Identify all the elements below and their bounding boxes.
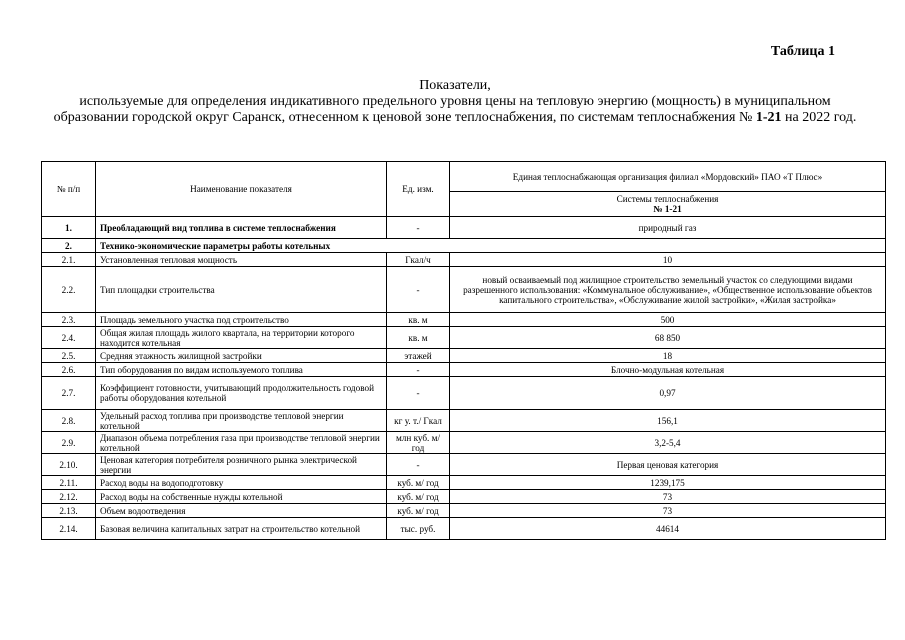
indicator-name: Расход воды на собственные нужды котельной — [96, 490, 387, 504]
indicator-unit: - — [387, 217, 450, 239]
table-row — [42, 267, 886, 313]
row-number: 2.11. — [42, 476, 96, 490]
row-number: 2.13. — [42, 504, 96, 518]
indicator-unit: куб. м/ год — [387, 476, 450, 490]
row-number: 2.10. — [42, 454, 96, 476]
indicator-name: Диапазон объема потребления газа при производстве тепловой энергии котельной — [96, 432, 387, 454]
indicator-unit: тыс. руб. — [387, 518, 450, 540]
heading-description — [40, 94, 870, 126]
section-title: Технико-экономические параметры работы котельных — [96, 239, 886, 253]
document-heading — [40, 78, 870, 126]
indicator-value: 73 — [450, 490, 886, 504]
row-number: 2.1. — [42, 253, 96, 267]
indicator-value: 500 — [450, 313, 886, 327]
table-row — [42, 377, 886, 410]
header-row — [42, 162, 886, 192]
indicator-value: новый осваиваемый под жилищное строительство земельный участок со следующими видами разрешенного использования: «Коммунальное обслуживание», «Общественное использование объектов капитального строительства», «Обслуживание жилой застройки», «Жилая застройка» — [450, 267, 886, 313]
indicator-name: Преобладающий вид топлива в системе теплоснабжения — [96, 217, 387, 239]
indicator-value: Первая ценовая категория — [450, 454, 886, 476]
indicator-name: Тип оборудования по видам используемого топлива — [96, 363, 387, 377]
header-systems-number: № 1-21 — [653, 204, 682, 214]
table-row — [42, 217, 886, 239]
header-unit: Ед. изм. — [387, 162, 450, 217]
table-row — [42, 410, 886, 432]
indicator-name: Средняя этажность жилищной застройки — [96, 349, 387, 363]
indicator-unit: этажей — [387, 349, 450, 363]
indicator-value: 44614 — [450, 518, 886, 540]
row-number: 2.4. — [42, 327, 96, 349]
indicator-value: 68 850 — [450, 327, 886, 349]
indicator-unit: млн куб. м/год — [387, 432, 450, 454]
heading-systems-number: 1-21 — [755, 110, 782, 125]
row-number: 2.6. — [42, 363, 96, 377]
indicator-unit: кв. м — [387, 313, 450, 327]
row-number: 2.12. — [42, 490, 96, 504]
table-row — [42, 476, 886, 490]
indicator-name: Расход воды на водоподготовку — [96, 476, 387, 490]
indicator-value: 3,2-5,4 — [450, 432, 886, 454]
indicator-unit: - — [387, 454, 450, 476]
row-number: 2.5. — [42, 349, 96, 363]
indicator-unit: - — [387, 363, 450, 377]
row-number: 2.8. — [42, 410, 96, 432]
header-name: Наименование показателя — [96, 162, 387, 217]
row-number: 2. — [42, 239, 96, 253]
indicator-value: 156,1 — [450, 410, 886, 432]
table-row — [42, 327, 886, 349]
table-row — [42, 253, 886, 267]
indicator-unit: куб. м/ год — [387, 490, 450, 504]
table-row — [42, 490, 886, 504]
indicator-name: Объем водоотведения — [96, 504, 387, 518]
indicator-name: Ценовая категория потребителя розничного рынка электрической энергии — [96, 454, 387, 476]
table-row — [42, 518, 886, 540]
indicator-value: 1239,175 — [450, 476, 886, 490]
indicator-value: природный газ — [450, 217, 886, 239]
row-number: 2.9. — [42, 432, 96, 454]
indicators-table — [41, 161, 886, 540]
header-systems-label: Системы теплоснабжения — [616, 194, 719, 204]
heading-title: Показатели, — [419, 78, 491, 93]
indicator-name: Площадь земельного участка под строительство — [96, 313, 387, 327]
table-row — [42, 349, 886, 363]
table-row — [42, 432, 886, 454]
indicator-value: Блочно-модульная котельная — [450, 363, 886, 377]
indicator-value: 10 — [450, 253, 886, 267]
indicator-value: 0,97 — [450, 377, 886, 410]
indicator-unit: куб. м/ год — [387, 504, 450, 518]
indicator-unit: кв. м — [387, 327, 450, 349]
row-number: 2.7. — [42, 377, 96, 410]
indicator-name: Общая жилая площадь жилого квартала, на территории которого находится котельная — [96, 327, 387, 349]
indicator-name: Установленная тепловая мощность — [96, 253, 387, 267]
indicator-unit: - — [387, 377, 450, 410]
indicator-value: 18 — [450, 349, 886, 363]
row-number: 1. — [42, 217, 96, 239]
indicator-unit: кг у. т./ Гкал — [387, 410, 450, 432]
table-row — [42, 363, 886, 377]
header-org: Единая теплоснабжающая организация филиал «Мордовский» ПАО «Т Плюс» — [450, 162, 886, 192]
table-row — [42, 313, 886, 327]
row-number: 2.2. — [42, 267, 96, 313]
indicator-unit: - — [387, 267, 450, 313]
header-num: № п/п — [42, 162, 96, 217]
indicator-value: 73 — [450, 504, 886, 518]
indicator-unit: Гкал/ч — [387, 253, 450, 267]
heading-text: используемые для определения индикативного предельного уровня цены на тепловую энергию (мощность) в муниципальном образовании городской округ Саранск, отнесенном к ценовой зоне теплоснабжения, по системам теплоснабжения № — [53, 94, 831, 125]
heading-year: на 2022 год. — [781, 110, 857, 125]
indicator-name: Коэффициент готовности, учитывающий продолжительность годовой работы оборудования котельной — [96, 377, 387, 410]
table-row — [42, 504, 886, 518]
row-number: 2.14. — [42, 518, 96, 540]
table-row — [42, 454, 886, 476]
indicator-name: Базовая величина капитальных затрат на строительство котельной — [96, 518, 387, 540]
table-label: Таблица 1 — [770, 44, 835, 59]
table-row — [42, 239, 886, 253]
header-systems — [450, 192, 886, 217]
row-number: 2.3. — [42, 313, 96, 327]
indicator-name: Тип площадки строительства — [96, 267, 387, 313]
indicator-name: Удельный расход топлива при производстве тепловой энергии котельной — [96, 410, 387, 432]
